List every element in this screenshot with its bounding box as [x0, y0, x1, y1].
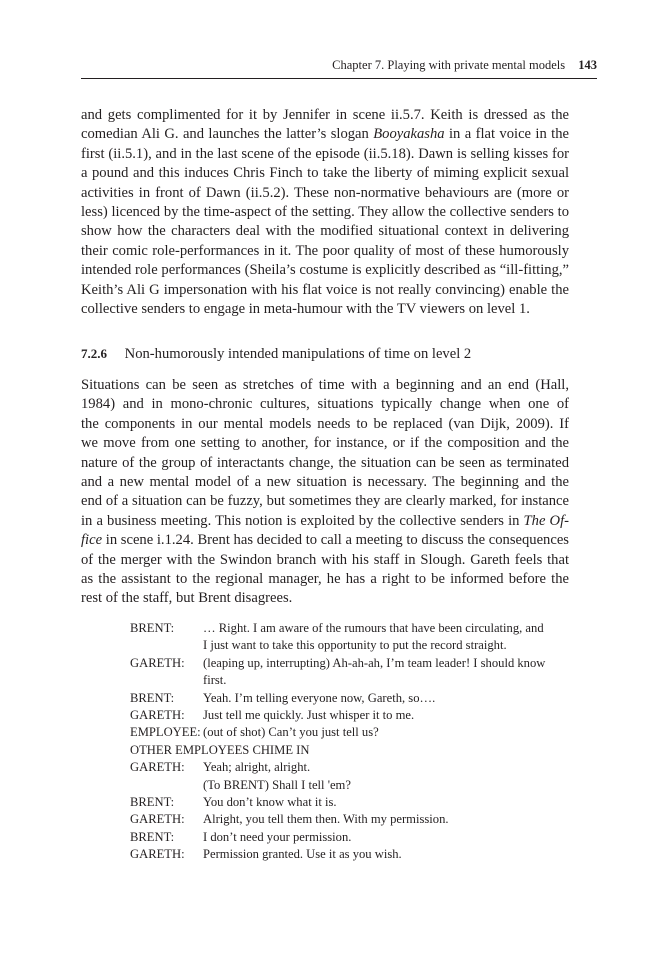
- dialogue-line: [130, 620, 572, 655]
- speaker-name: GARETH:: [130, 708, 185, 723]
- text-line: we move from one setting to another, for instance, or if the composition and the: [81, 435, 569, 452]
- dialogue-line: [130, 811, 572, 828]
- text-line: show how the characters deal with the modified situational context in delivering: [81, 223, 569, 240]
- speech-text: [203, 724, 572, 741]
- speech-text: [203, 655, 572, 690]
- dialogue-line: [130, 707, 572, 724]
- dialogue-excerpt: [130, 620, 572, 864]
- speaker-name: GARETH:: [130, 847, 185, 862]
- speech-line: first.: [203, 673, 227, 688]
- speech-line: Yeah; alright, alright.: [203, 760, 311, 775]
- text-line: activities in front of Dawn (ii.5.2). These non-normative behaviours are (more or: [81, 184, 569, 201]
- speaker-name: BRENT:: [130, 829, 175, 844]
- dialogue-line: [130, 794, 572, 811]
- speech-line: You don’t know what it is.: [203, 795, 337, 810]
- speech-text: [203, 620, 572, 655]
- text-line: Keith’s Ali G impersonation with his flat voice is not really convincing) enable the: [81, 281, 569, 298]
- speech-text: [203, 846, 572, 863]
- page-number: 143: [578, 58, 597, 72]
- text-line: first (ii.5.1), and in the last scene of the episode (ii.5.18). Dawn is selling kisses for: [81, 145, 569, 162]
- speech-line: Yeah. I’m telling everyone now, Gareth, so….: [203, 690, 436, 705]
- speech-text: [203, 811, 572, 828]
- speech-line: Permission granted. Use it as you wish.: [203, 847, 402, 862]
- speech-line: I don’t need your permission.: [203, 829, 352, 844]
- speaker-name: GARETH:: [130, 760, 185, 775]
- speech-line: … Right. I am aware of the rumours that have been circulating, and: [203, 621, 544, 635]
- stage-direction: OTHER EMPLOYEES CHIME IN: [130, 742, 310, 757]
- text-line: as the assistant to the regional manager, he has a right to be informed before the: [81, 571, 569, 588]
- speech-text: [203, 707, 572, 724]
- speech-line: (out of shot) Can’t you just tell us?: [203, 725, 379, 740]
- text-line: the components in our mental models needs to be replaced (van Dijk, 2009). If: [81, 415, 569, 432]
- speech-text: [203, 829, 572, 846]
- text-line: and gets complimented for it by Jennifer in scene ii.5.7. Keith is dressed as the: [81, 107, 569, 123]
- text-line: fice in scene i.1.24. Brent has decided to call a meeting to discuss the consequences: [81, 532, 569, 549]
- section-title: Non-humorously intended manipulations of time on level 2: [124, 346, 472, 362]
- dialogue-line: [130, 655, 572, 690]
- speaker-name: BRENT:: [130, 690, 175, 705]
- speech-text: [203, 690, 572, 707]
- speaker-name: EMPLOYEE:: [130, 725, 201, 740]
- speech-line: (To BRENT) Shall I tell 'em?: [203, 777, 351, 792]
- speech-line: Just tell me quickly. Just whisper it to me.: [203, 708, 415, 723]
- text-line: nature of the group of interactants change, the situation can be seen as terminated: [81, 454, 569, 471]
- speaker-name: BRENT:: [130, 795, 175, 810]
- text-line: collective senders to engage in meta-humour with the TV viewers on level 1.: [81, 301, 530, 318]
- speech-line: I just want to take this opportunity to put the record straight.: [203, 638, 507, 653]
- text-line: 1984) and in mono-chronic cultures, situations typically change when one of: [81, 396, 569, 413]
- text-line: comedian Ali G. and launches the latter’s slogan Booyakasha in a flat voice in the: [81, 126, 570, 143]
- body-paragraph-1: [81, 106, 569, 319]
- speech-line: (leaping up, interrupting) Ah-ah-ah, I’m team leader! I should know: [203, 655, 546, 670]
- text-line: Situations can be seen as stretches of time with a beginning and an end (Hall,: [81, 377, 569, 393]
- dialogue-line: [130, 724, 572, 741]
- body-paragraph-2: [81, 376, 569, 609]
- text-line: of the merger with the Swindon branch with his staff in Slough. Gareth feels that: [81, 551, 569, 568]
- text-line: less) licenced by the time-aspect of the setting. They allow the collective senders to: [81, 204, 569, 221]
- text-line: a pound and this induces Chris Finch to take the liberty of miming explicit sexual: [81, 165, 569, 182]
- text-line: end of a situation can be fuzzy, but sometimes they are clearly marked, for instance: [81, 493, 569, 510]
- dialogue-line: [130, 759, 572, 794]
- section-number: 7.2.6: [81, 346, 107, 361]
- chapter-title: Chapter 7. Playing with private mental models: [332, 58, 566, 72]
- speaker-name: BRENT:: [130, 621, 175, 635]
- speaker-name: GARETH:: [130, 655, 185, 670]
- running-header: [81, 58, 597, 79]
- text-line: and a new mental model of a new situation is necessary. The beginning and the: [81, 474, 569, 491]
- speaker-name: GARETH:: [130, 812, 185, 827]
- speech-line: Alright, you tell them then. With my permission.: [203, 812, 449, 827]
- speech-text: [203, 759, 572, 794]
- dialogue-line: [130, 846, 572, 863]
- text-line: their comic role-performances in it. The poor quality of most of these humorously: [81, 242, 569, 259]
- text-line: intended role performances (Sheila’s costume is explicitly described as “ill-fitting,”: [81, 262, 569, 279]
- dialogue-line: [130, 829, 572, 846]
- dialogue-line: [130, 690, 572, 707]
- section-heading: [81, 346, 471, 363]
- text-line: rest of the staff, but Brent disagrees.: [81, 590, 293, 607]
- text-line: in a business meeting. This notion is exploited by the collective senders in The Of-: [81, 512, 569, 529]
- speech-text: [203, 794, 572, 811]
